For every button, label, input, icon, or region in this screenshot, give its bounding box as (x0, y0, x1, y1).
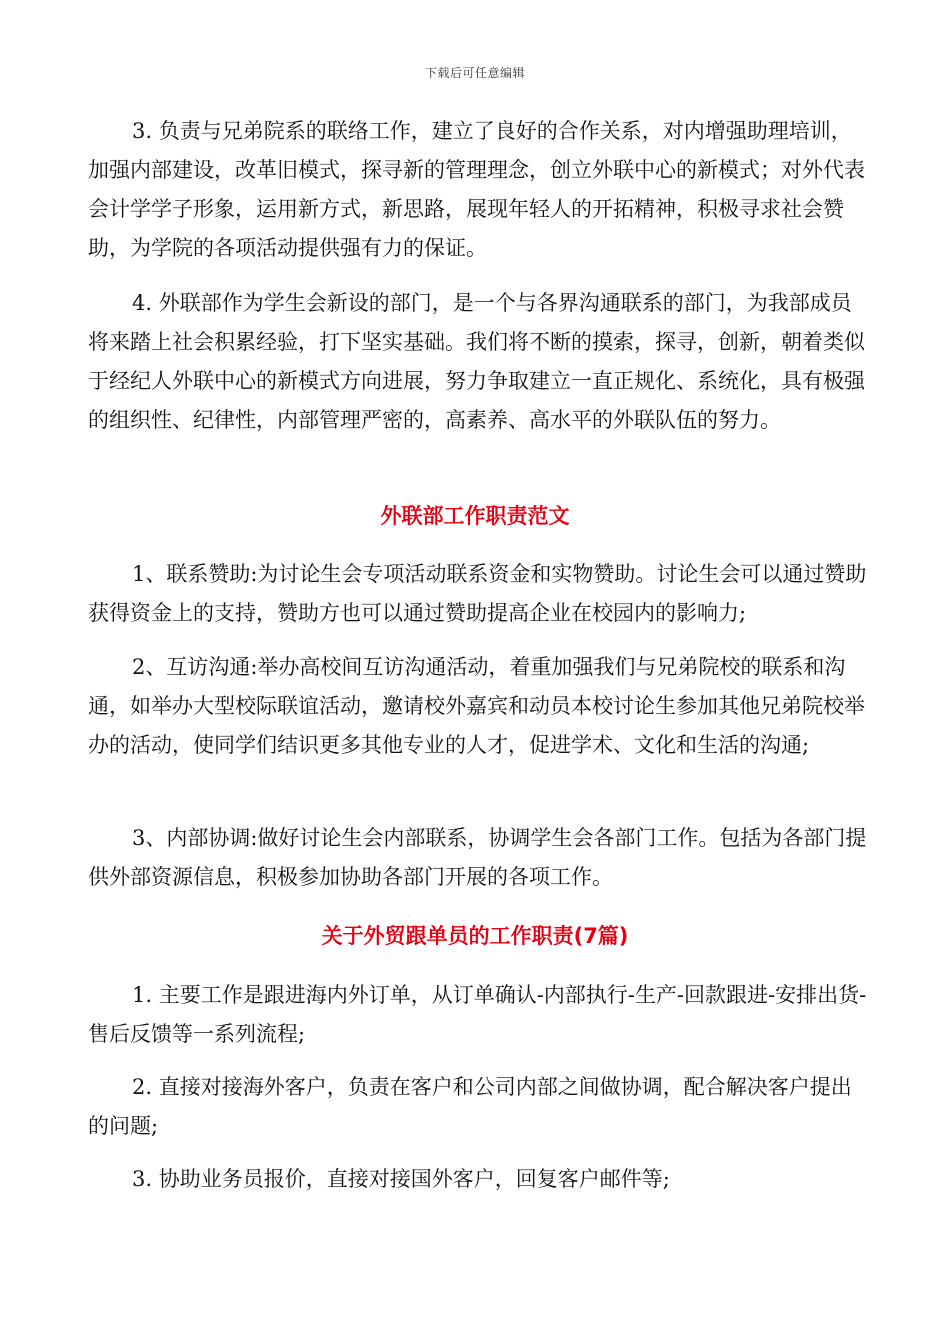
paragraph-1: 3. 负责与兄弟院系的联络工作，建立了良好的合作关系，对内增强助理培训，加强内部建设，改革旧模式，探寻新的管理理念，创立外联中心的新模式；对外代表会计学学子形象，运用新方式，新思路，展现年轻人的开拓精神，积极寻求社会赞助，为学院的各项活动提供强有力的保证。 (88, 119, 865, 260)
section-heading-1: 外联部工作职责范文 (380, 504, 570, 528)
paragraph-3: 1、联系赞助:为讨论生会专项活动联系资金和实物赞助。讨论生会可以通过赞助获得资金上的支持，赞助方也可以通过赞助提高企业在校园内的影响力; (88, 562, 867, 625)
paragraph-8: 3. 协助业务员报价，直接对接国外客户，回复客户邮件等; (132, 1167, 670, 1191)
header-note: 下载后可任意编辑 (424, 66, 525, 80)
paragraph-6: 1. 主要工作是跟进海内外订单，从订单确认-内部执行-生产-回款跟进-安排出货-售后反馈等一系列流程; (88, 983, 867, 1046)
section-heading-2: 关于外贸跟单员的工作职责(7篇) (321, 924, 629, 948)
paragraph-2: 4. 外联部作为学生会新设的部门，是一个与各界沟通联系的部门，为我部成员将来踏上社会积累经验，打下坚实基础。我们将不断的摸索，探寻，创新，朝着类似于经纪人外联中心的新模式方向进展，努力争取建立一直正规化、系统化，具有极强的组织性、纪律性，内部管理严密的，高素养、高水平的外联队伍的努力。 (88, 291, 865, 432)
paragraph-5: 3、内部协调:做好讨论生会内部联系，协调学生会各部门工作。包括为各部门提供外部资源信息，积极参加协助各部门开展的各项工作。 (88, 826, 867, 889)
paragraph-7: 2. 直接对接海外客户，负责在客户和公司内部之间做协调，配合解决客户提出的问题; (88, 1075, 852, 1138)
paragraph-4: 2、互访沟通:举办高校间互访沟通活动，着重加强我们与兄弟院校的联系和沟通，如举办大型校际联谊活动，邀请校外嘉宾和动员本校讨论生参加其他兄弟院校举办的活动，使同学们结识更多其他专业的人才，促进学术、文化和生活的沟通; (88, 655, 865, 757)
